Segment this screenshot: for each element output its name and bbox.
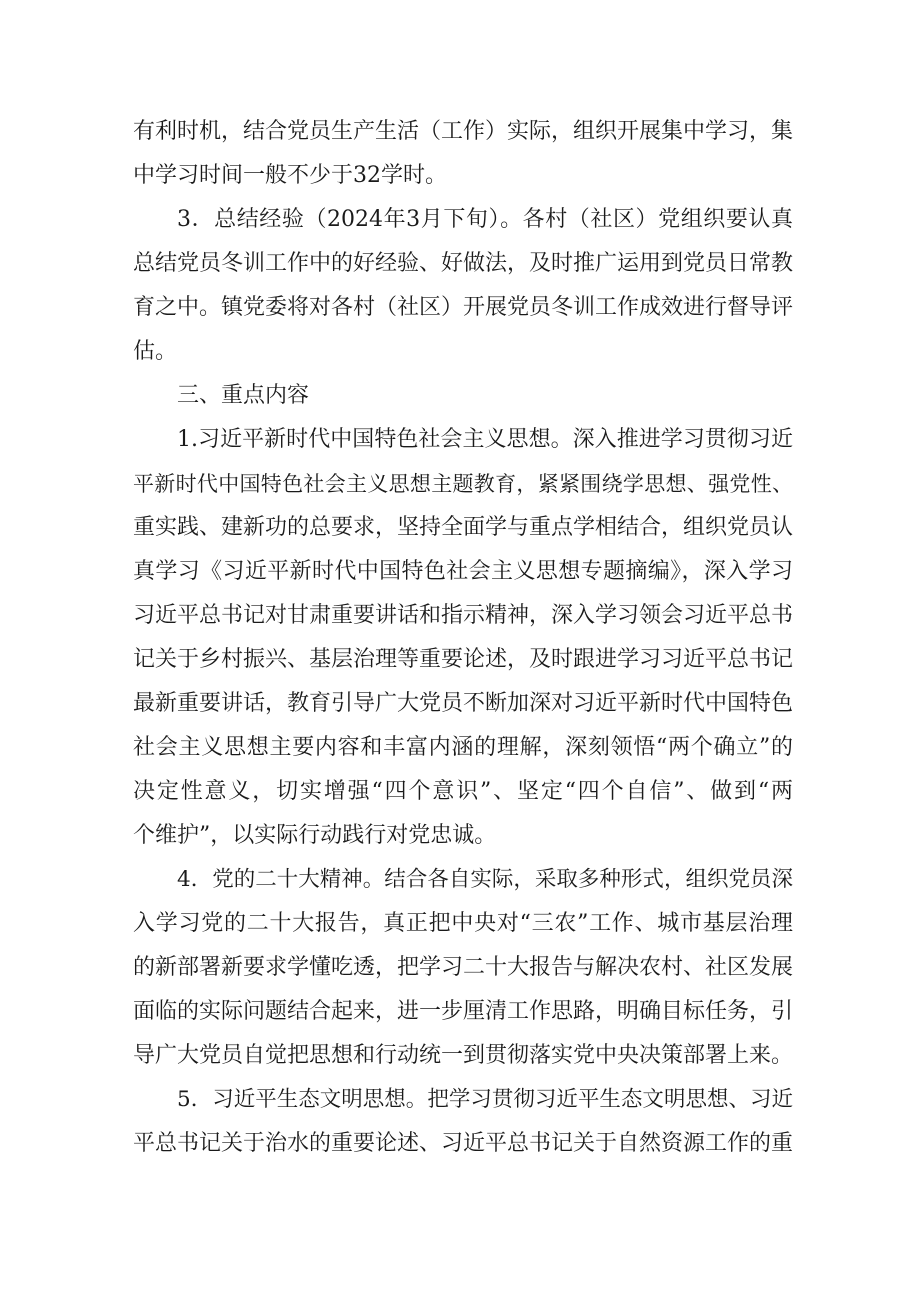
paragraph-line: 个维护”，以实际行动践行对党忠诚。 bbox=[133, 823, 497, 848]
paragraph-line: 习近平总书记对甘肃重要讲话和指示精神，深入学习领会习近平总书 bbox=[133, 603, 793, 628]
paragraph-line: 总结党员冬训工作中的好经验、好做法，及时推广运用到党员日常教 bbox=[133, 251, 793, 276]
paragraph-line: 决定性意义，切实增强“四个意识”、坚定“四个自信”、做到“两 bbox=[133, 779, 793, 804]
paragraph-line: 5．习近平生态文明思想。把学习贯彻习近平生态文明思想、习近 bbox=[177, 1087, 793, 1112]
paragraph-line: 1.习近平新时代中国特色社会主义思想。深入推进学习贯彻习近 bbox=[177, 427, 793, 452]
paragraph-line: 社会主义思想主要内容和丰富内涵的理解，深刻领悟“两个确立”的 bbox=[133, 735, 793, 760]
paragraph-line: 平总书记关于治水的重要论述、习近平总书记关于自然资源工作的重 bbox=[133, 1131, 793, 1156]
paragraph-line: 的新部署新要求学懂吃透，把学习二十大报告与解决农村、社区发展 bbox=[133, 955, 793, 980]
paragraph-line: 真学习《习近平新时代中国特色社会主义思想专题摘编》，深入学习 bbox=[133, 559, 793, 584]
paragraph-line: 面临的实际问题结合起来，进一步厘清工作思路，明确目标任务，引 bbox=[133, 999, 793, 1024]
paragraph-line: 重实践、建新功的总要求，坚持全面学与重点学相结合，组织党员认 bbox=[133, 515, 793, 540]
paragraph-line: 有利时机，结合党员生产生活（工作）实际，组织开展集中学习，集 bbox=[133, 119, 793, 144]
paragraph-line: 平新时代中国特色社会主义思想主题教育，紧紧围绕学思想、强党性、 bbox=[133, 472, 793, 496]
paragraph-line: 记关于乡村振兴、基层治理等重要论述，及时跟进学习习近平总书记 bbox=[133, 647, 793, 672]
paragraph-line: 3．总结经验（2024年3月下旬）。各村（社区）党组织要认真 bbox=[177, 207, 793, 232]
paragraph-line: 导广大党员自觉把思想和行动统一到贯彻落实党中央决策部署上来。 bbox=[133, 1043, 793, 1068]
paragraph-line: 4．党的二十大精神。结合各自实际，采取多种形式，组织党员深 bbox=[177, 867, 793, 892]
paragraph-line: 中学习时间一般不少于32学时。 bbox=[133, 163, 447, 188]
section-heading: 三、重点内容 bbox=[177, 383, 310, 408]
paragraph-line: 入学习党的二十大报告，真正把中央对“三农”工作、城市基层治理 bbox=[133, 911, 793, 936]
paragraph-line: 育之中。镇党委将对各村（社区）开展党员冬训工作成效进行督导评 bbox=[133, 295, 793, 320]
paragraph-line: 最新重要讲话，教育引导广大党员不断加深对习近平新时代中国特色 bbox=[133, 691, 793, 716]
paragraph-line: 估。 bbox=[133, 339, 178, 364]
